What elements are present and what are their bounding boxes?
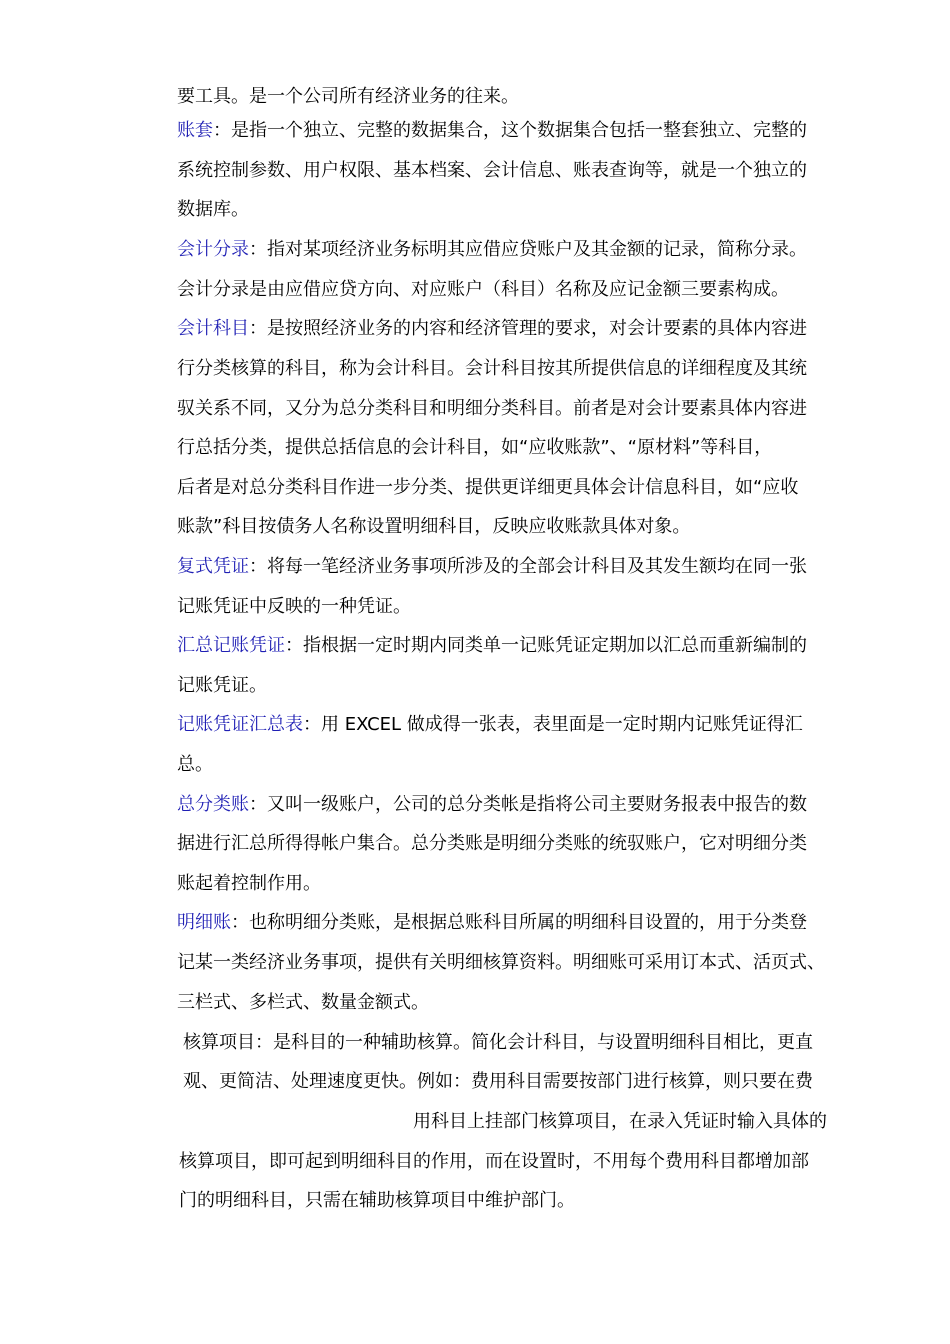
- line-text: 行总括分类，提供总括信息的会计科目，如“应收账款”、“原材料”等科目，: [177, 437, 773, 458]
- text-line: [413, 1110, 827, 1134]
- line-text: 用科目上挂部门核算项目，在录入凭证时输入具体的: [413, 1111, 827, 1132]
- line-text: 行分类核算的科目，称为会计科目。会计科目按其所提供信息的详细程度及其统: [177, 358, 807, 379]
- term-label: 总分类账: [177, 794, 249, 815]
- text-line: [179, 1150, 809, 1174]
- text-line: [177, 317, 807, 341]
- text-line: [177, 159, 807, 183]
- line-text: 门的明细科目，只需在辅助核算项目中维护部门。: [179, 1190, 575, 1211]
- line-text: 账款”科目按债务人名称设置明细科目，反映应收账款具体对象。: [177, 516, 691, 537]
- text-line: [177, 793, 807, 817]
- line-text: ：是指一个独立、完整的数据集合，这个数据集合包括一整套独立、完整的: [213, 120, 807, 141]
- line-text: 核算项目：是科目的一种辅助核算。简化会计科目，与设置明细科目相比，更直: [183, 1032, 813, 1053]
- line-text: ：也称明细分类账，是根据总账科目所属的明细科目设置的，用于分类登: [231, 912, 807, 933]
- line-text: 会计分录是由应借应贷方向、对应账户（科目）名称及应记金额三要素构成。: [177, 279, 789, 300]
- text-line: [177, 991, 429, 1015]
- line-text: 记某一类经济业务事项，提供有关明细核算资料。明细账可采用订本式、活页式、: [177, 952, 825, 973]
- term-label: 汇总记账凭证: [177, 635, 285, 656]
- line-text: 总。: [177, 754, 213, 775]
- term-label: 记账凭证汇总表: [177, 714, 303, 735]
- line-text: 账起着控制作用。: [177, 873, 321, 894]
- line-text: 系统控制参数、用户权限、基本档案、会计信息、账表查询等，就是一个独立的: [177, 160, 807, 181]
- term-label: 复式凭证: [177, 556, 249, 577]
- line-text: 要工具。是一个公司所有经济业务的往来。: [177, 86, 519, 107]
- text-line: [177, 911, 807, 935]
- line-text: ：指对某项经济业务标明其应借应贷账户及其金额的记录，简称分录。: [249, 239, 807, 260]
- text-line: [177, 832, 807, 856]
- text-line: [177, 555, 807, 579]
- text-line: [177, 713, 803, 737]
- term-label: 会计分录: [177, 239, 249, 260]
- text-line: [177, 436, 772, 460]
- text-line: [177, 198, 249, 222]
- line-text: 驭关系不同，又分为总分类科目和明细分类科目。前者是对会计要素具体内容进: [177, 398, 807, 419]
- line-text: 后者是对总分类科目作进一步分类、提供更详细更具体会计信息科目，如“应收: [177, 477, 799, 498]
- text-line: [183, 1070, 813, 1094]
- line-text: ：将每一笔经济业务事项所涉及的全部会计科目及其发生额均在同一张: [249, 556, 807, 577]
- line-text: ：指根据一定时期内同类单一记账凭证定期加以汇总而重新编制的: [285, 635, 807, 656]
- line-text: 记账凭证。: [177, 675, 267, 696]
- text-line: [177, 397, 807, 421]
- line-text: 记账凭证中反映的一种凭证。: [177, 596, 411, 617]
- text-line: [183, 1031, 813, 1055]
- text-line: [177, 515, 690, 539]
- line-text: 核算项目，即可起到明细科目的作用，而在设置时，不用每个费用科目都增加部: [179, 1151, 809, 1172]
- text-line: [177, 753, 213, 777]
- term-label: 会计科目: [177, 318, 249, 339]
- text-line: [177, 634, 807, 658]
- text-line: [177, 872, 321, 896]
- line-text: 三栏式、多栏式、数量金额式。: [177, 992, 429, 1013]
- line-text: 据进行汇总所得得帐户集合。总分类账是明细分类账的统驭账户，它对明细分类: [177, 833, 807, 854]
- text-line: [177, 595, 411, 619]
- line-text: 数据库。: [177, 199, 249, 220]
- text-line: [177, 674, 267, 698]
- text-line: [177, 85, 519, 109]
- text-line: [177, 119, 807, 143]
- line-text: ：是按照经济业务的内容和经济管理的要求，对会计要素的具体内容进: [249, 318, 807, 339]
- line-text: 观、更简洁、处理速度更快。例如：费用科目需要按部门进行核算，则只要在费: [183, 1071, 813, 1092]
- text-line: [177, 278, 789, 302]
- text-line: [177, 357, 807, 381]
- term-label: 明细账: [177, 912, 231, 933]
- text-line: [177, 476, 798, 500]
- text-line: [179, 1189, 575, 1213]
- line-text: ：用 EXCEL 做成得一张表，表里面是一定时期内记账凭证得汇: [303, 714, 803, 735]
- text-line: [177, 951, 825, 975]
- text-line: [177, 238, 807, 262]
- term-label: 账套: [177, 120, 213, 141]
- line-text: ：又叫一级账户，公司的总分类帐是指将公司主要财务报表中报告的数: [249, 794, 807, 815]
